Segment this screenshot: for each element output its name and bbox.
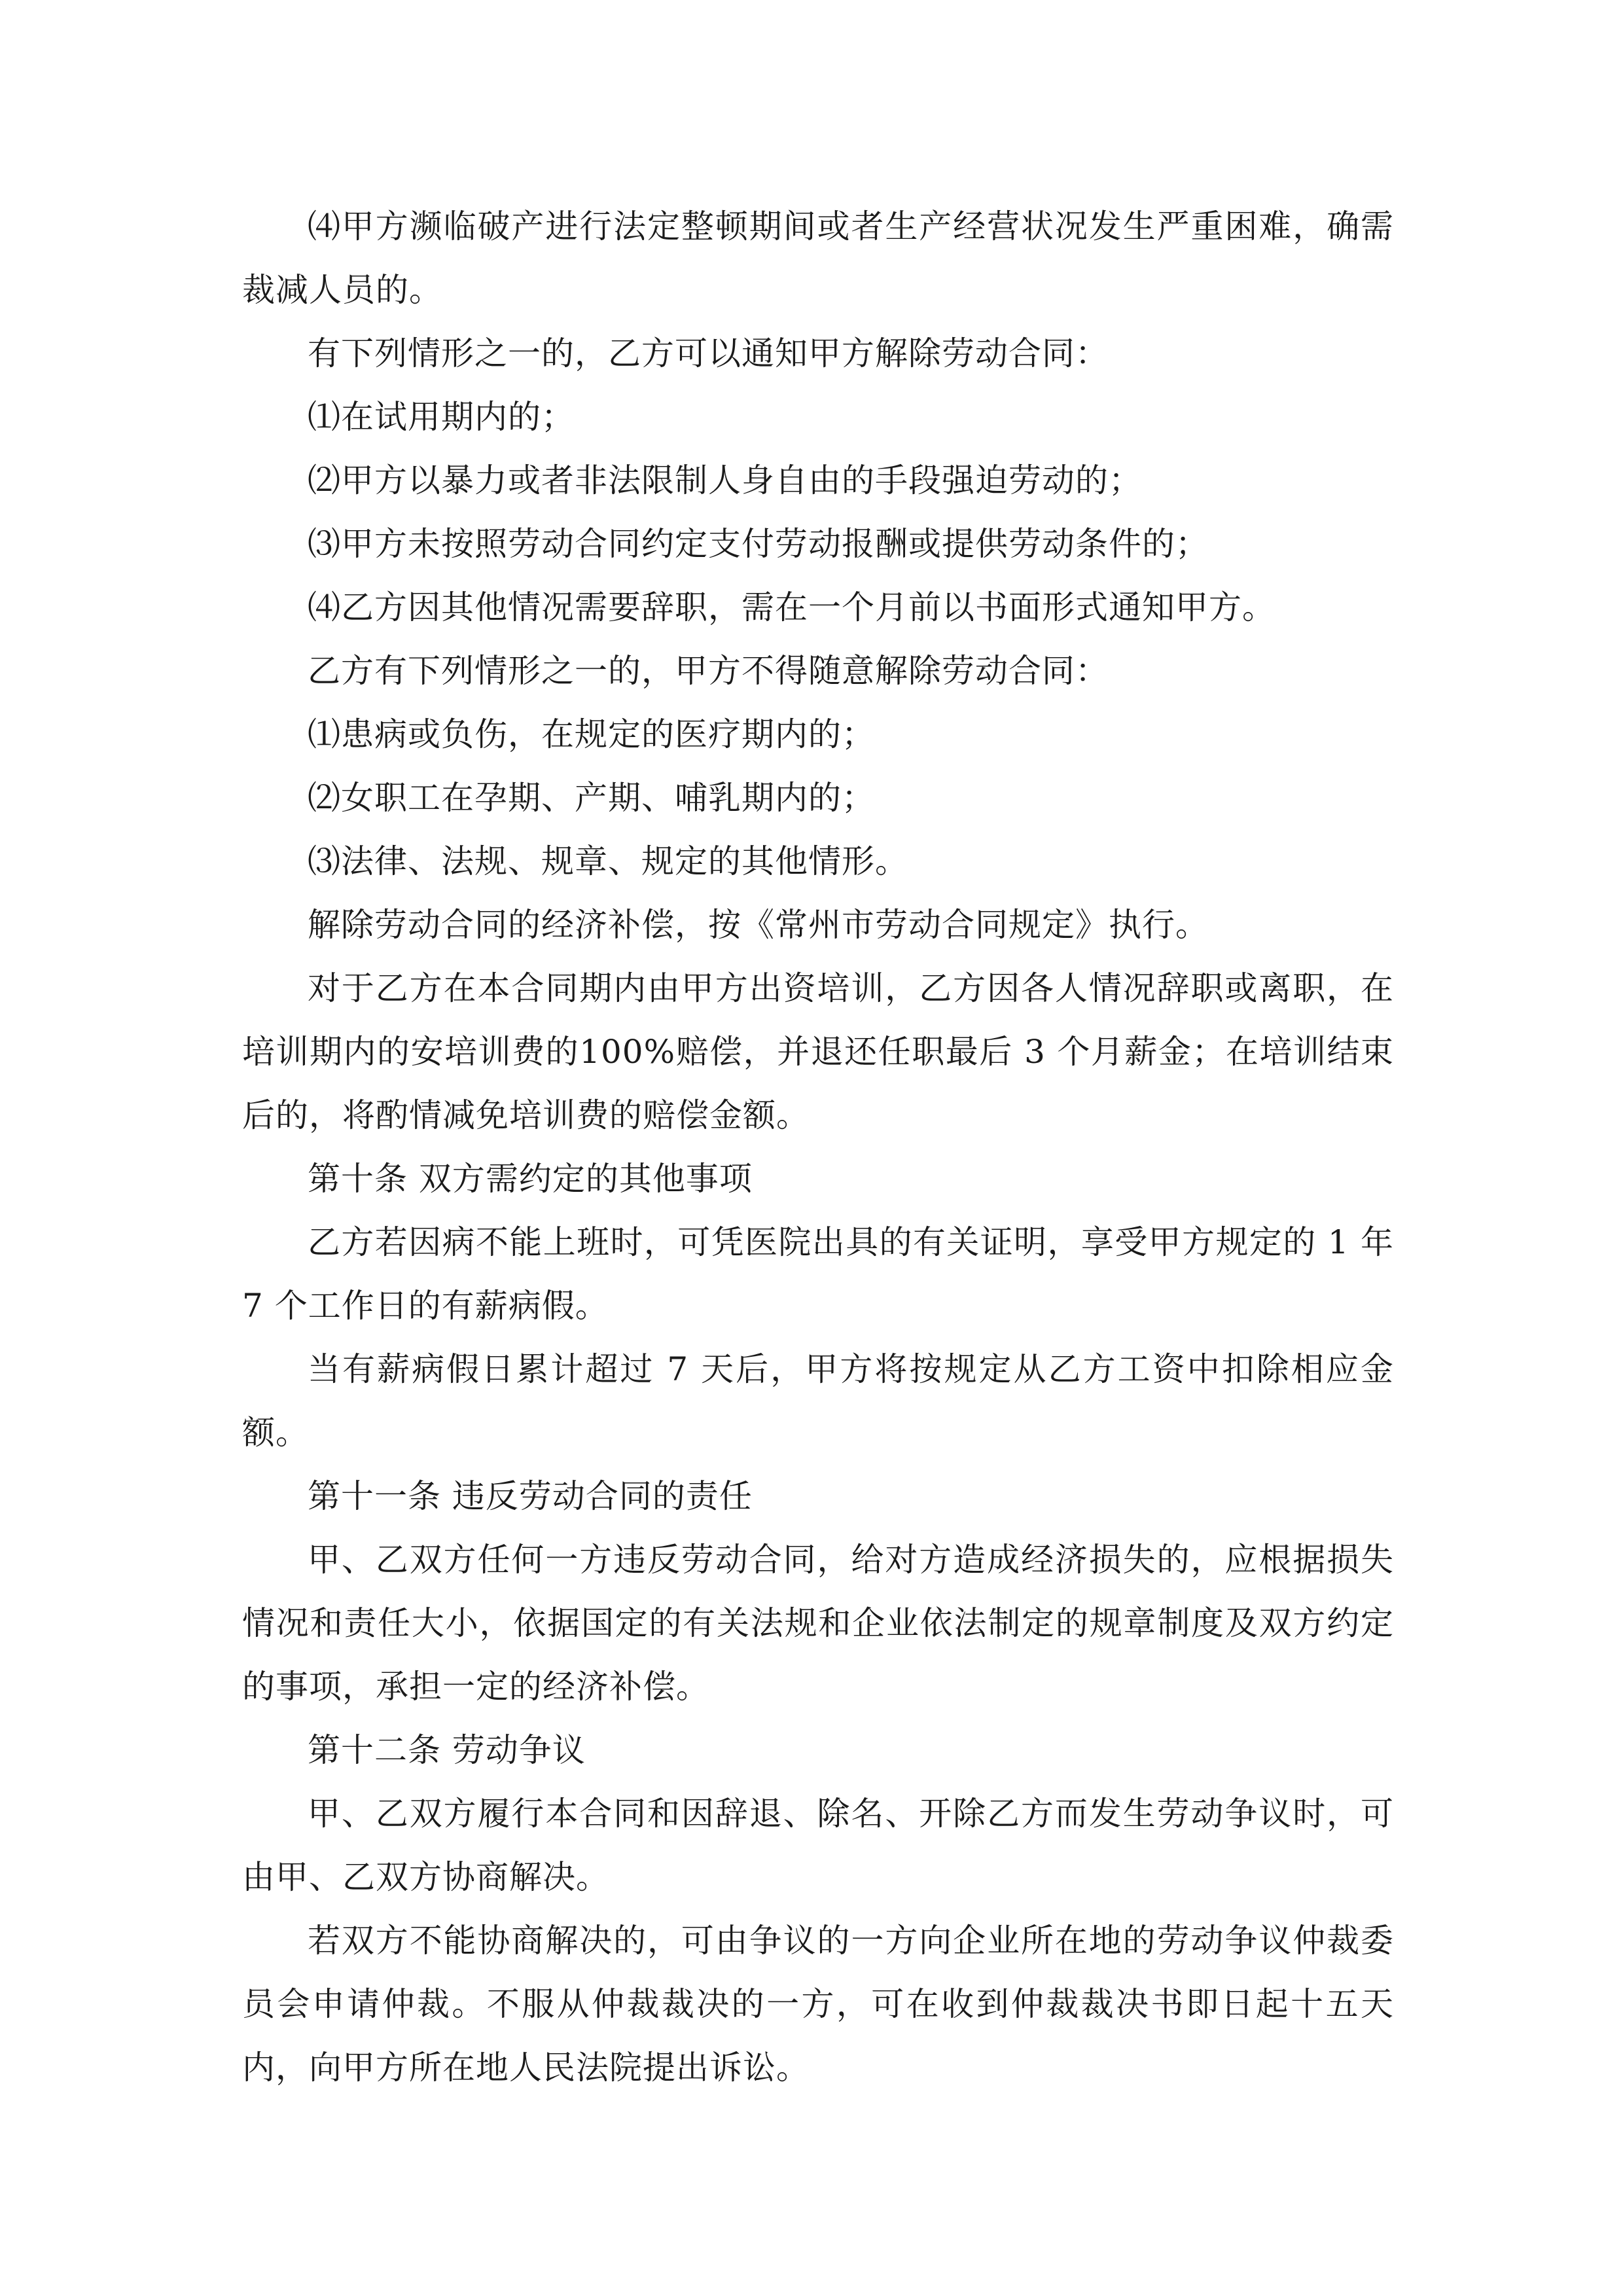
heading-article-11: 第十一条 违反劳动合同的责任 [308,1477,753,1515]
paragraph-clause-4-bankruptcy: ⑷甲方濒临破产进行法定整顿期间或者生产经营状况发生严重困难，确需裁减人员的。 [242,207,1394,309]
paragraph-sick-leave-deduction: 当有薪病假日累计超过 7 天后，甲方将按规定从乙方工资中扣除相应金额。 [242,1350,1394,1452]
heading-article-10: 第十条 双方需约定的其他事项 [308,1160,753,1198]
paragraph-other-laws: ⑶法律、法规、规章、规定的其他情形。 [308,842,908,880]
paragraph-breach-liability: 甲、乙双方任何一方违反劳动合同，给对方造成经济损失的，应根据损失情况和责任大小，依据国定的有关法规和企业依法制定的规章制度及双方约定的事项，承担一定的经济补偿。 [242,1541,1394,1706]
paragraph-pregnancy: ⑵女职工在孕期、产期、哺乳期内的； [308,779,875,817]
paragraph-resignation-notice: ⑷乙方因其他情况需要辞职，需在一个月前以书面形式通知甲方。 [308,588,1275,626]
document-body [242,195,1394,2100]
paragraph-forced-labor: ⑵甲方以暴力或者非法限制人身自由的手段强迫劳动的； [308,461,1142,499]
paragraph-dispute-negotiation: 甲、乙双方履行本合同和因辞退、除名、开除乙方而发生劳动争议时，可由甲、乙双方协商解决。 [242,1795,1394,1896]
paragraph-probation: ⑴在试用期内的； [308,398,575,436]
paragraph-unpaid-wages: ⑶甲方未按照劳动合同约定支付劳动报酬或提供劳动条件的； [308,525,1209,563]
paragraph-training: 对于乙方在本合同期内由甲方出资培训，乙方因各人情况辞职或离职，在培训期内的安培训费的100%赔偿，并退还任职最后 3 个月薪金；在培训结束后的，将酌情减免培训费的赔偿金额。 [242,969,1394,1134]
paragraph-protected-intro: 乙方有下列情形之一的，甲方不得随意解除劳动合同： [308,652,1109,690]
paragraph-dispute-arbitration: 若双方不能协商解决的，可由争议的一方向企业所在地的劳动争议仲裁委员会申请仲裁。不服从仲裁裁决的一方，可在收到仲裁裁决书即日起十五天内，向甲方所在地人民法院提出诉讼。 [242,1922,1394,2087]
paragraph-illness: ⑴患病或负伤，在规定的医疗期内的； [308,715,875,753]
heading-article-12: 第十二条 劳动争议 [308,1731,586,1769]
paragraph-sick-leave: 乙方若因病不能上班时，可凭医院出具的有关证明，享受甲方规定的 1 年 7 个工作日的有薪病假。 [242,1223,1394,1325]
paragraph-compensation: 解除劳动合同的经济补偿，按《常州市劳动合同规定》执行。 [308,906,1209,944]
paragraph-employee-termination-intro: 有下列情形之一的，乙方可以通知甲方解除劳动合同： [308,334,1109,372]
